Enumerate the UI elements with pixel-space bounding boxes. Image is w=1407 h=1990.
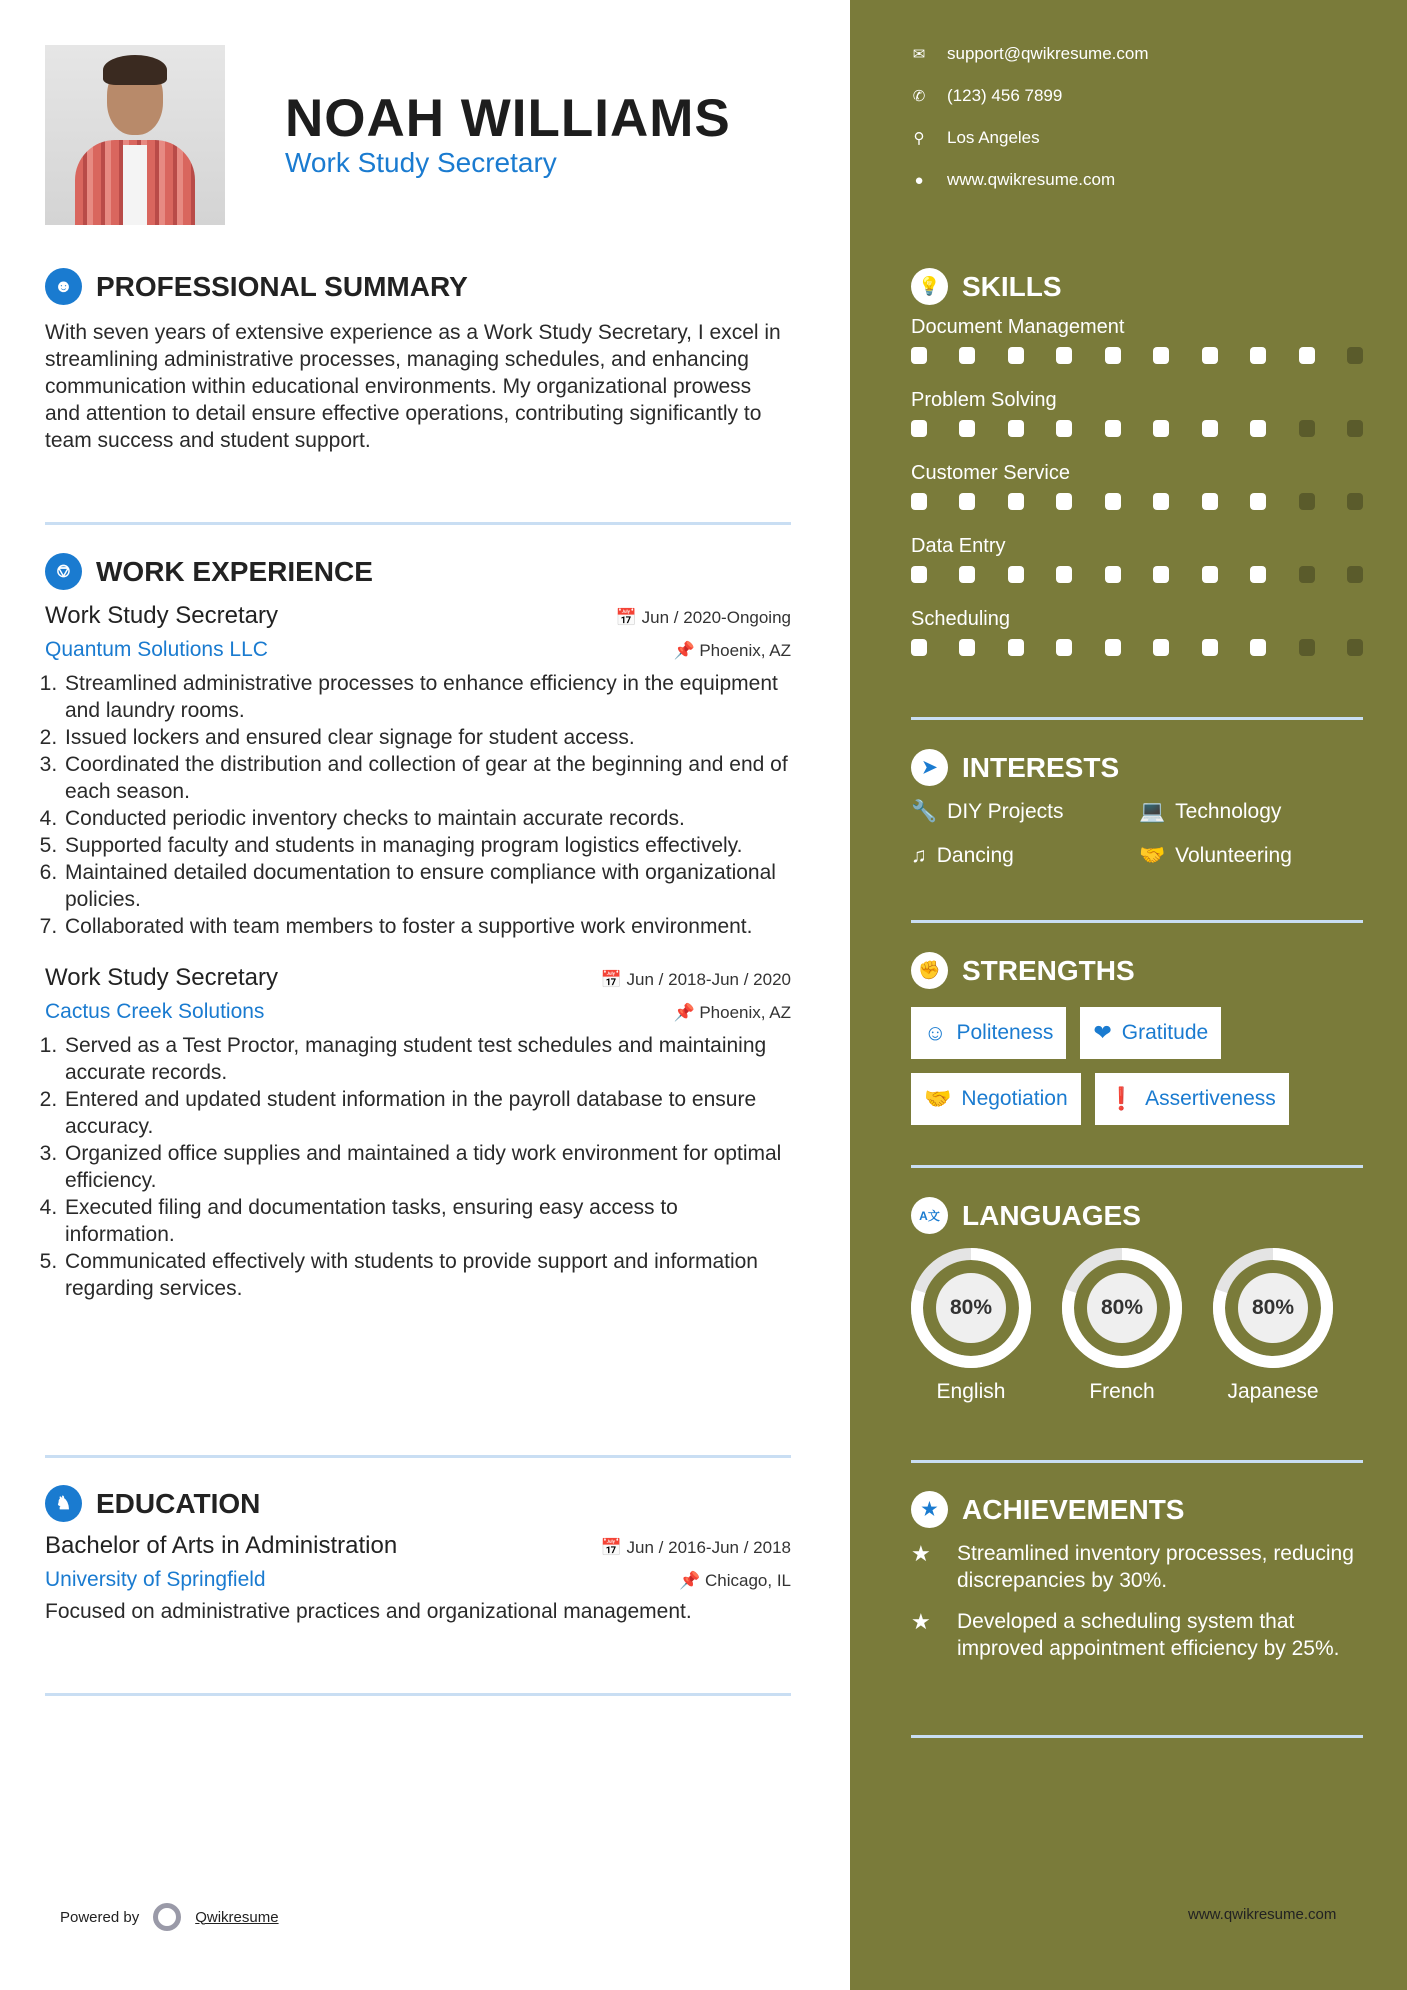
- skill-dot: [959, 566, 975, 583]
- graduate-icon: ♞: [45, 1485, 82, 1522]
- interest-item: [911, 800, 1139, 824]
- calendar-icon: 📅: [600, 1538, 627, 1557]
- job-bullet: 6. Maintained detailed documentation to ensure compliance with organizational policies.: [63, 859, 791, 913]
- job-title: Work Study Secretary: [45, 602, 278, 629]
- achievement-item: [911, 1540, 1363, 1594]
- strength-chip: [911, 1007, 1066, 1059]
- job-bullet: 2. Entered and updated student information in the payroll database to ensure accuracy.: [63, 1086, 791, 1140]
- skill-name: Scheduling: [911, 608, 1010, 630]
- skill-dot: [1299, 639, 1315, 656]
- section-heading: LANGUAGES: [962, 1199, 1141, 1231]
- skill-dot: [1347, 347, 1363, 364]
- star-icon: ★: [911, 1609, 931, 1634]
- language-percent: 80%: [949, 1296, 993, 1319]
- job-entry: [45, 602, 791, 940]
- job-bullet: 7. Collaborated with team members to foster a supportive work environment.: [63, 913, 791, 940]
- school: University of Springfield: [45, 1568, 266, 1591]
- powered-by-label: Powered by: [60, 1908, 140, 1926]
- job-location: Phoenix, AZ: [699, 641, 791, 660]
- strength-label: Gratitude: [1121, 1021, 1209, 1044]
- skill-dot: [1347, 639, 1363, 656]
- divider: [911, 1735, 1363, 1738]
- skill-dot: [1299, 347, 1315, 364]
- paper-plane-icon: ➤: [911, 749, 948, 786]
- achievement-text: Streamlined inventory processes, reducing discrepancies by 30%.: [957, 1542, 1354, 1592]
- section-heading: WORK EXPERIENCE: [96, 555, 373, 587]
- skill-dot: [911, 639, 927, 656]
- language-percent: 80%: [1251, 1296, 1295, 1319]
- summary-section: [45, 268, 791, 454]
- strength-label: Negotiation: [961, 1087, 1068, 1110]
- skill-dot: [1056, 566, 1072, 583]
- candidate-title: Work Study Secretary: [285, 147, 557, 178]
- skill-dot: [1153, 639, 1169, 656]
- language-name: English: [936, 1380, 1006, 1403]
- skill-dot: [1105, 420, 1121, 437]
- candidate-name: NOAH WILLIAMS: [285, 89, 731, 148]
- divider: [45, 1455, 791, 1458]
- heart-icon: ❤: [1093, 1020, 1112, 1045]
- languages-section: [911, 1197, 1363, 1404]
- star-icon: ★: [911, 1491, 948, 1528]
- skill-dot: [959, 420, 975, 437]
- skill-dot: [1250, 347, 1266, 364]
- interest-item: [911, 844, 1139, 868]
- section-heading: PROFESSIONAL SUMMARY: [96, 270, 468, 302]
- skill-rating: [911, 564, 1363, 601]
- skill-rating: [911, 637, 1363, 674]
- skill-dot: [1250, 420, 1266, 437]
- skill-name: Document Management: [911, 316, 1125, 338]
- qwikresume-link[interactable]: Qwikresume: [195, 1908, 279, 1926]
- work-section: [45, 553, 791, 1302]
- summary-text: With seven years of extensive experience as a Work Study Secretary, I excel in streamlining administrative processes, managing schedules, and enhancing communication within educational environments. My organizational prowess and attention to detail ensure effective operations, contributing significantly to team success and student support.: [45, 321, 781, 452]
- lightbulb-icon: 💡: [911, 268, 948, 305]
- contact-website[interactable]: www.qwikresume.com: [947, 170, 1116, 189]
- skill-dot: [959, 639, 975, 656]
- skill-dot: [1008, 420, 1024, 437]
- language-name: French: [1089, 1380, 1155, 1403]
- job-bullet: 3. Organized office supplies and maintained a tidy work environment for optimal efficiency.: [63, 1140, 791, 1194]
- interest-label: DIY Projects: [947, 800, 1064, 823]
- skill-dot: [1056, 420, 1072, 437]
- skill-dot: [1299, 493, 1315, 510]
- job-bullet: 5. Communicated effectively with students to provide support and information regarding services.: [63, 1248, 791, 1302]
- skill-dot: [1299, 566, 1315, 583]
- smile-icon: ☺: [924, 1020, 947, 1045]
- skill-dot: [1202, 347, 1218, 364]
- skill-dot: [1105, 639, 1121, 656]
- edu-description: Focused on administrative practices and organizational management.: [45, 1600, 692, 1623]
- skill-rating: [911, 345, 1363, 382]
- language-item: [1062, 1248, 1182, 1404]
- skill-dot: [1250, 639, 1266, 656]
- user-icon: ☻: [45, 268, 82, 305]
- strength-chip: [1080, 1007, 1221, 1059]
- pin-icon: 📌: [679, 1571, 705, 1590]
- degree: Bachelor of Arts in Administration: [45, 1532, 398, 1559]
- chair-icon: ⎊: [45, 553, 82, 590]
- divider: [45, 522, 791, 525]
- language-item: [1213, 1248, 1333, 1404]
- section-heading: ACHIEVEMENTS: [962, 1493, 1185, 1525]
- skill-name: Data Entry: [911, 535, 1006, 557]
- contact-list: [911, 33, 1363, 201]
- skill-dot: [1153, 566, 1169, 583]
- divider: [45, 1693, 791, 1696]
- skill-dot: [1105, 566, 1121, 583]
- job-bullet: 1. Streamlined administrative processes to enhance efficiency in the equipment and laundry rooms.: [63, 670, 791, 724]
- skill-dot: [1153, 347, 1169, 364]
- pin-icon: 📌: [673, 641, 700, 660]
- language-name: Japanese: [1227, 1380, 1319, 1403]
- calendar-icon: 📅: [600, 970, 627, 989]
- skill-dot: [911, 420, 927, 437]
- divider: [911, 1165, 1363, 1168]
- skill-rating: [911, 418, 1363, 455]
- handshake-icon: 🤝: [924, 1086, 952, 1111]
- divider: [911, 920, 1363, 923]
- skill-dot: [1056, 493, 1072, 510]
- skill-dot: [1056, 347, 1072, 364]
- edu-dates: Jun / 2016-Jun / 2018: [626, 1538, 791, 1557]
- profile-photo: [45, 45, 225, 225]
- job-dates: Jun / 2020-Ongoing: [641, 608, 791, 627]
- interest-label: Dancing: [936, 844, 1014, 867]
- skill-dot: [1202, 566, 1218, 583]
- skill-dot: [1105, 347, 1121, 364]
- skill-item: [911, 528, 1363, 601]
- company-name: Quantum Solutions LLC: [45, 638, 268, 661]
- job-bullet: 5. Supported faculty and students in managing program logistics effectively.: [63, 832, 791, 859]
- job-dates: Jun / 2018-Jun / 2020: [626, 970, 791, 989]
- contact-phone: (123) 456 7899: [947, 86, 1063, 105]
- skill-dot: [911, 493, 927, 510]
- section-heading: STRENGTHS: [962, 954, 1135, 986]
- achievement-text: Developed a scheduling system that improved appointment efficiency by 25%.: [957, 1610, 1340, 1660]
- skill-dot: [1105, 493, 1121, 510]
- calendar-icon: 📅: [615, 608, 642, 627]
- globe-icon: ●: [914, 171, 924, 189]
- phone-icon: ✆: [912, 88, 926, 105]
- qwikresume-logo-icon: [153, 1903, 181, 1931]
- exclamation-icon: ❗: [1107, 1086, 1136, 1111]
- skills-section: [911, 268, 1363, 674]
- interest-item: [1139, 800, 1363, 824]
- language-item: [911, 1248, 1031, 1404]
- skill-dot: [1153, 420, 1169, 437]
- skill-dot: [959, 493, 975, 510]
- laptop-icon: 💻: [1139, 800, 1166, 823]
- translate-icon: A文: [911, 1197, 948, 1234]
- interest-label: Technology: [1175, 800, 1282, 823]
- skill-dot: [1008, 493, 1024, 510]
- skill-dot: [1250, 566, 1266, 583]
- job-bullet: 4. Executed filing and documentation tasks, ensuring easy access to information.: [63, 1194, 791, 1248]
- skill-dot: [1153, 493, 1169, 510]
- music-icon: ♫: [911, 844, 927, 867]
- handshake-icon: 🤝: [1139, 844, 1166, 867]
- job-bullet: 2. Issued lockers and ensured clear signage for student access.: [63, 724, 791, 751]
- interest-label: Volunteering: [1175, 844, 1292, 867]
- job-entry: [45, 964, 791, 1302]
- map-pin-icon: ⚲: [913, 130, 925, 147]
- divider: [911, 717, 1363, 720]
- interests-section: [911, 749, 1363, 868]
- skill-name: Customer Service: [911, 462, 1070, 484]
- skill-dot: [911, 566, 927, 583]
- skill-dot: [1347, 420, 1363, 437]
- skill-dot: [911, 347, 927, 364]
- company-name: Cactus Creek Solutions: [45, 1000, 265, 1023]
- contact-location: Los Angeles: [947, 128, 1040, 147]
- strength-chip: [911, 1073, 1081, 1125]
- section-heading: INTERESTS: [962, 751, 1120, 783]
- skill-dot: [1008, 566, 1024, 583]
- job-location: Phoenix, AZ: [699, 1003, 791, 1022]
- skill-dot: [959, 347, 975, 364]
- skill-dot: [1202, 639, 1218, 656]
- powered-by: [60, 1903, 279, 1931]
- strength-label: Politeness: [956, 1021, 1054, 1044]
- divider: [911, 1460, 1363, 1463]
- skill-name: Problem Solving: [911, 389, 1057, 411]
- section-heading: SKILLS: [962, 270, 1062, 302]
- education-section: [45, 1485, 791, 1625]
- skill-dot: [1299, 420, 1315, 437]
- skill-dot: [1202, 420, 1218, 437]
- envelope-icon: ✉: [912, 46, 926, 63]
- interest-item: [1139, 844, 1363, 868]
- pin-icon: 📌: [673, 1003, 700, 1022]
- skill-dot: [1250, 493, 1266, 510]
- job-bullet: 1. Served as a Test Proctor, managing student test schedules and maintaining accurate records.: [63, 1032, 791, 1086]
- footer-website[interactable]: www.qwikresume.com: [1188, 1906, 1337, 1923]
- edu-location: Chicago, IL: [705, 1571, 791, 1590]
- skill-dot: [1056, 639, 1072, 656]
- skill-dot: [1202, 493, 1218, 510]
- strength-label: Assertiveness: [1145, 1087, 1276, 1110]
- skill-rating: [911, 491, 1363, 528]
- skill-dot: [1347, 566, 1363, 583]
- skill-item: [911, 455, 1363, 528]
- skill-dot: [1008, 347, 1024, 364]
- strength-chip: [1095, 1073, 1289, 1125]
- skill-item: [911, 309, 1363, 382]
- skill-dot: [1347, 493, 1363, 510]
- skill-item: [911, 382, 1363, 455]
- job-bullet: 4. Conducted periodic inventory checks to maintain accurate records.: [63, 805, 791, 832]
- wrench-icon: 🔧: [911, 800, 938, 823]
- job-title: Work Study Secretary: [45, 964, 278, 991]
- language-percent: 80%: [1100, 1296, 1144, 1319]
- contact-email[interactable]: support@qwikresume.com: [947, 44, 1149, 63]
- section-heading: EDUCATION: [96, 1487, 261, 1519]
- job-bullet: 3. Coordinated the distribution and collection of gear at the beginning and end of each season.: [63, 751, 791, 805]
- star-icon: ★: [911, 1541, 931, 1566]
- skill-item: [911, 601, 1363, 674]
- skill-dot: [1008, 639, 1024, 656]
- achievement-item: [911, 1608, 1363, 1662]
- strengths-section: [911, 952, 1363, 1125]
- achievements-section: [911, 1491, 1363, 1676]
- fist-icon: ✊: [911, 952, 948, 989]
